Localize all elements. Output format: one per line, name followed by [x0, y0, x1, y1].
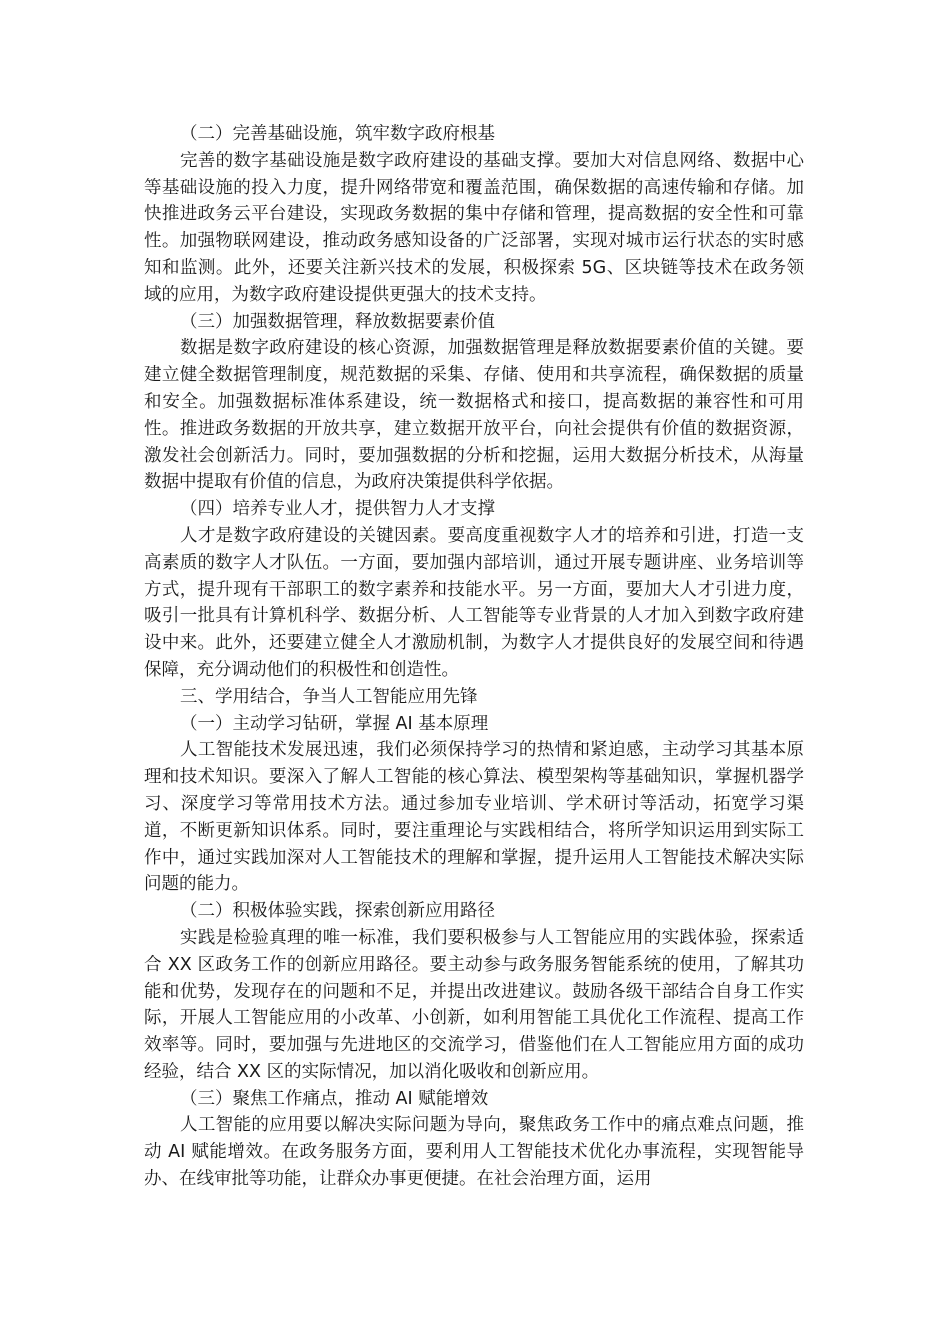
section-heading-3-2: （二）积极体验实践，探索创新应用路径: [180, 901, 495, 922]
body-paragraph-study: 人工智能技术发展迅速，我们必须保持学习的热情和紧迫感，主动学习其基本原理和技术知识。要深入了解人工智能的核心算法、模型架构等基础知识，掌握机器学习、深度学习等常用技术方法。通过参加专业培训、学术研讨等活动，拓宽学习渠道，不断更新知识体系。同时，要注重理论与实践相结合，将所学知识运用到实际工作中，通过实践加深对人工智能技术的理解和掌握，提升运用人工智能技术解决实际问题的能力。: [144, 740, 804, 895]
section-heading-2-2: （二）完善基础设施，筑牢数字政府根基: [180, 124, 495, 144]
body-paragraph-talent: 人才是数字政府建设的关键因素。要高度重视数字人才的培养和引进，打造一支高素质的数字人才队伍。一方面，要加强内部培训，通过开展专题讲座、业务培训等方式，提升现有干部职工的数字素养和技能水平。另一方面，要加大人才引进力度，吸引一批具有计算机科学、数据分析、人工智能等专业背景的人才加入到数字政府建设中来。此外，还要建立健全人才激励机制，为数字人才提供良好的发展空间和待遇保障，充分调动他们的积极性和创造性。: [144, 525, 804, 680]
document-body: [144, 121, 804, 1193]
section-heading-3-3: （三）聚焦工作痛点，推动 AI 赋能增效: [180, 1088, 489, 1109]
section-heading-2-3: （三）加强数据管理，释放数据要素价值: [180, 311, 495, 332]
section-heading-3: 三、学用结合，争当人工智能应用先锋: [180, 686, 478, 707]
body-paragraph-data-management: 数据是数字政府建设的核心资源，加强数据管理是释放数据要素价值的关键。要建立健全数据管理制度，规范数据的采集、存储、使用和共享流程，确保数据的质量和安全。加强数据标准体系建设，统一数据格式和接口，提高数据的兼容性和可用性。推进政务数据的开放共享，建立数据开放平台，向社会提供有价值的数据资源，激发社会创新活力。同时，要加强数据的分析和挖掘，运用大数据分析技术，从海量数据中提取有价值的信息，为政府决策提供科学依据。: [144, 338, 804, 493]
body-paragraph-pain-points: 人工智能的应用要以解决实际问题为导向，聚焦政务工作中的痛点难点问题，推动 AI 赋能增效。在政务服务方面，要利用人工智能技术优化办事流程，实现智能导办、在线审批等功能，让群众办事更便捷。在社会治理方面，运用: [144, 1115, 804, 1190]
body-paragraph-practice: 实践是检验真理的唯一标准，我们要积极参与人工智能应用的实践体验，探索适合 XX 区政务工作的创新应用路径。要主动参与政务服务智能系统的使用，了解其功能和优势，发现存在的问题和不足，并提出改进建议。鼓励各级干部结合自身工作实际，开展人工智能应用的小改革、小创新，如利用智能工具优化工作流程、提高工作效率等。同时，要加强与先进地区的交流学习，借鉴他们在人工智能应用方面的成功经验，结合 XX 区的实际情况，加以消化吸收和创新应用。: [144, 927, 804, 1082]
section-heading-3-1: （一）主动学习钻研，掌握 AI 基本原理: [180, 713, 489, 734]
body-paragraph-infrastructure: 完善的数字基础设施是数字政府建设的基础支撑。要加大对信息网络、数据中心等基础设施的投入力度，提升网络带宽和覆盖范围，确保数据的高速传输和存储。加快推进政务云平台建设，实现政务数据的集中存储和管理，提高数据的安全性和可靠性。加强物联网建设，推动政务感知设备的广泛部署，实现对城市运行状态的实时感知和监测。此外，还要关注新兴技术的发展，积极探索 5G、区块链等技术在政务领域的应用，为数字政府建设提供更强大的技术支持。: [144, 150, 804, 305]
section-heading-2-4: （四）培养专业人才，提供智力人才支撑: [180, 499, 495, 520]
